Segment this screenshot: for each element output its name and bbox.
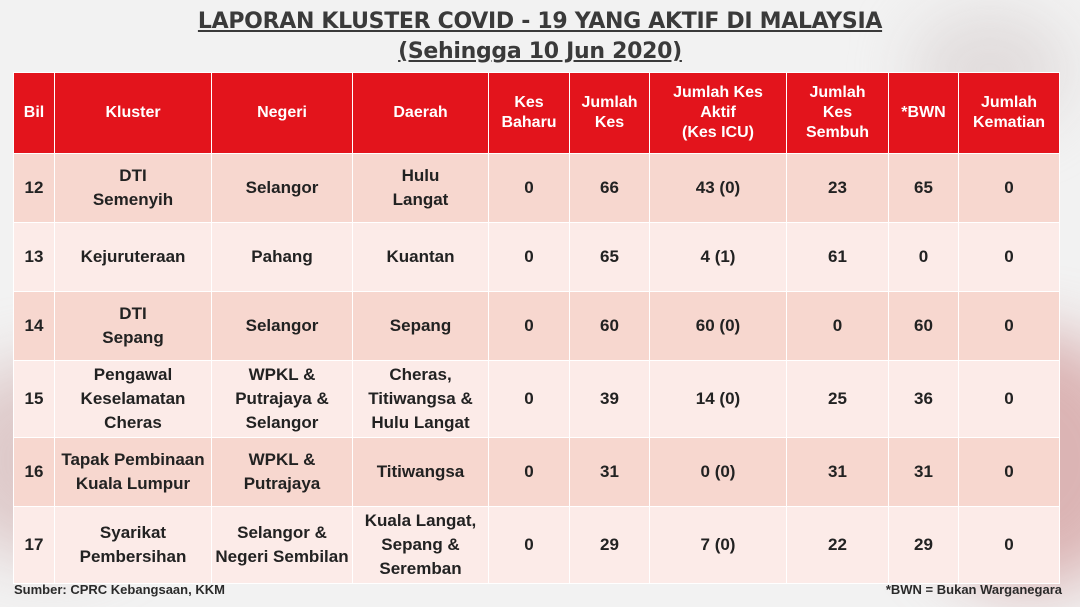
cell-jumlah-kematian: 0 xyxy=(959,361,1060,438)
header-negeri: Negeri xyxy=(212,73,353,154)
table-row xyxy=(14,361,1060,438)
cell-daerah: Kuantan xyxy=(353,223,489,292)
cell-kes-baharu: 0 xyxy=(489,507,570,584)
header-jumlah-kematian: Jumlah Kematian xyxy=(959,73,1060,154)
cell-kluster: DTI Semenyih xyxy=(55,154,212,223)
header-kes-baharu: Kes Baharu xyxy=(489,73,570,154)
cell-bil: 13 xyxy=(14,223,55,292)
cell-bwn: 65 xyxy=(889,154,959,223)
cluster-table xyxy=(13,72,1060,584)
cell-jumlah-kes-sembuh: 31 xyxy=(787,438,889,507)
cell-jumlah-kematian: 0 xyxy=(959,507,1060,584)
cell-jumlah-kematian: 0 xyxy=(959,292,1060,361)
bwn-footnote: *BWN = Bukan Warganegara xyxy=(885,582,1062,597)
cell-negeri: Selangor & Negeri Sembilan xyxy=(212,507,353,584)
cell-jumlah-kes-aktif: 4 (1) xyxy=(650,223,787,292)
cell-daerah: Hulu Langat xyxy=(353,154,489,223)
cell-jumlah-kes-sembuh: 23 xyxy=(787,154,889,223)
cell-bwn: 36 xyxy=(889,361,959,438)
cell-jumlah-kes: 39 xyxy=(570,361,650,438)
cell-jumlah-kematian: 0 xyxy=(959,154,1060,223)
cell-bil: 17 xyxy=(14,507,55,584)
cell-bwn: 0 xyxy=(889,223,959,292)
cell-daerah: Sepang xyxy=(353,292,489,361)
cell-kluster: Pengawal Keselamatan Cheras xyxy=(55,361,212,438)
source-note: Sumber: CPRC Kebangsaan, KKM xyxy=(14,582,225,597)
header-jumlah-kes: Jumlah Kes xyxy=(570,73,650,154)
header-daerah: Daerah xyxy=(353,73,489,154)
cell-negeri: Selangor xyxy=(212,292,353,361)
cell-jumlah-kes: 65 xyxy=(570,223,650,292)
table-row xyxy=(14,154,1060,223)
cell-jumlah-kes-sembuh: 61 xyxy=(787,223,889,292)
cell-negeri: Selangor xyxy=(212,154,353,223)
header-jumlah-kes-aktif: Jumlah Kes Aktif (Kes ICU) xyxy=(650,73,787,154)
header-bwn: *BWN xyxy=(889,73,959,154)
cell-jumlah-kes-sembuh: 25 xyxy=(787,361,889,438)
cell-jumlah-kes-aktif: 43 (0) xyxy=(650,154,787,223)
cell-jumlah-kes-aktif: 0 (0) xyxy=(650,438,787,507)
cell-jumlah-kes: 29 xyxy=(570,507,650,584)
cell-kluster: Syarikat Pembersihan xyxy=(55,507,212,584)
table-row xyxy=(14,292,1060,361)
cell-jumlah-kes-sembuh: 22 xyxy=(787,507,889,584)
table-row xyxy=(14,223,1060,292)
cell-daerah: Titiwangsa xyxy=(353,438,489,507)
cell-jumlah-kes-aktif: 7 (0) xyxy=(650,507,787,584)
cell-kluster: DTI Sepang xyxy=(55,292,212,361)
cell-kes-baharu: 0 xyxy=(489,361,570,438)
cell-kes-baharu: 0 xyxy=(489,292,570,361)
cell-jumlah-kematian: 0 xyxy=(959,223,1060,292)
table-row xyxy=(14,438,1060,507)
cell-negeri: WPKL & Putrajaya xyxy=(212,438,353,507)
cell-daerah: Cheras, Titiwangsa & Hulu Langat xyxy=(353,361,489,438)
cell-jumlah-kematian: 0 xyxy=(959,438,1060,507)
report-date: (Sehingga 10 Jun 2020) xyxy=(398,39,682,64)
cell-bil: 14 xyxy=(14,292,55,361)
cell-jumlah-kes-aktif: 14 (0) xyxy=(650,361,787,438)
cell-bil: 15 xyxy=(14,361,55,438)
cell-bwn: 31 xyxy=(889,438,959,507)
cell-kluster: Kejuruteraan xyxy=(55,223,212,292)
cell-kes-baharu: 0 xyxy=(489,154,570,223)
header-kluster: Kluster xyxy=(55,73,212,154)
cell-bwn: 60 xyxy=(889,292,959,361)
cell-jumlah-kes-sembuh: 0 xyxy=(787,292,889,361)
cell-kluster: Tapak Pembinaan Kuala Lumpur xyxy=(55,438,212,507)
cell-jumlah-kes: 31 xyxy=(570,438,650,507)
report-title: LAPORAN KLUSTER COVID - 19 YANG AKTIF DI MALAYSIA xyxy=(197,9,883,34)
cell-kes-baharu: 0 xyxy=(489,438,570,507)
table-header-row xyxy=(14,73,1060,154)
cell-jumlah-kes: 66 xyxy=(570,154,650,223)
cell-bil: 16 xyxy=(14,438,55,507)
cell-jumlah-kes: 60 xyxy=(570,292,650,361)
cell-negeri: WPKL & Putrajaya & Selangor xyxy=(212,361,353,438)
cell-bil: 12 xyxy=(14,154,55,223)
header-jumlah-kes-sembuh: Jumlah Kes Sembuh xyxy=(787,73,889,154)
table-row xyxy=(14,507,1060,584)
cell-kes-baharu: 0 xyxy=(489,223,570,292)
cell-bwn: 29 xyxy=(889,507,959,584)
cell-daerah: Kuala Langat, Sepang & Seremban xyxy=(353,507,489,584)
cell-negeri: Pahang xyxy=(212,223,353,292)
header-bil: Bil xyxy=(14,73,55,154)
cell-jumlah-kes-aktif: 60 (0) xyxy=(650,292,787,361)
